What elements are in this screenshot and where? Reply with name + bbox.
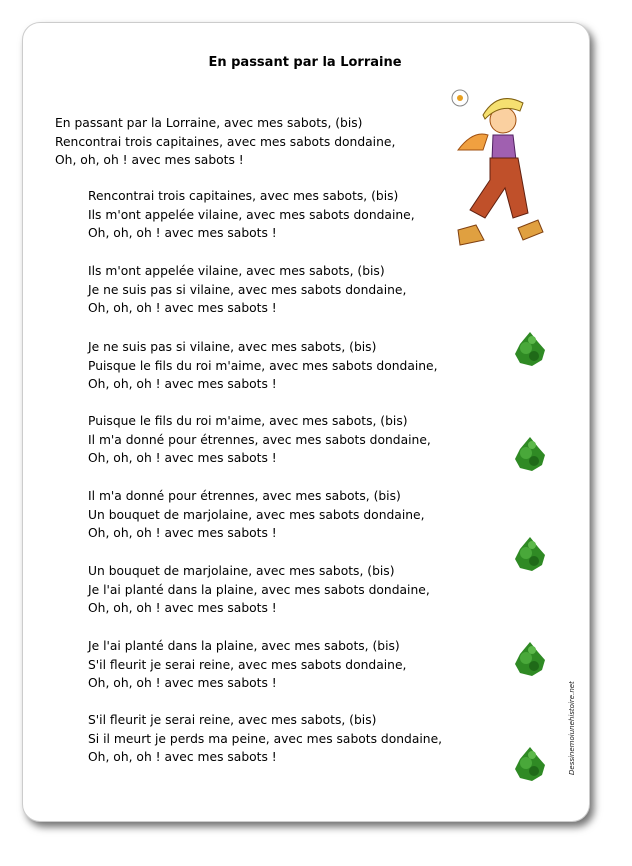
lyric-line: Oh, oh, oh ! avec mes sabots ! xyxy=(88,676,277,690)
lyric-line: En passant par la Lorraine, avec mes sabots, (bis) xyxy=(55,116,363,130)
lyric-line: Il m'a donné pour étrennes, avec mes sabots dondaine, xyxy=(88,432,431,447)
lyric-line: Ils m'ont appelée vilaine, avec mes sabots dondaine, xyxy=(88,207,415,222)
stanza xyxy=(88,637,406,693)
lyric-line: Oh, oh, oh ! avec mes sabots ! xyxy=(88,226,277,240)
stanza xyxy=(88,711,442,767)
stanza xyxy=(55,114,395,170)
bush-icon xyxy=(512,435,548,473)
lyric-line: S'il fleurit je serai reine, avec mes sabots, (bis) xyxy=(88,713,377,727)
lyric-line: Si il meurt je perds ma peine, avec mes sabots dondaine, xyxy=(88,731,443,746)
lyric-line: Oh, oh, oh ! avec mes sabots ! xyxy=(55,153,244,167)
lyric-line: Je ne suis pas si vilaine, avec mes sabots, (bis) xyxy=(88,340,377,354)
lyric-line: S'il fleurit je serai reine, avec mes sabots dondaine, xyxy=(88,657,407,672)
lyric-line: Un bouquet de marjolaine, avec mes sabots, (bis) xyxy=(88,564,395,578)
bush-icon xyxy=(512,640,548,678)
lyric-line: Il m'a donné pour étrennes, avec mes sabots, (bis) xyxy=(88,489,401,503)
lyric-line: Je ne suis pas si vilaine, avec mes sabots dondaine, xyxy=(88,282,407,297)
lyric-line: Je l'ai planté dans la plaine, avec mes sabots dondaine, xyxy=(88,582,430,597)
lyric-line: Oh, oh, oh ! avec mes sabots ! xyxy=(88,451,277,465)
song-title: En passant par la Lorraine xyxy=(208,55,402,70)
lyric-line: Oh, oh, oh ! avec mes sabots ! xyxy=(88,526,277,540)
lyric-line: Oh, oh, oh ! avec mes sabots ! xyxy=(88,750,277,764)
stanza xyxy=(88,262,406,318)
lyric-line: Rencontrai trois capitaines, avec mes sabots dondaine, xyxy=(55,134,396,149)
bush-icon xyxy=(512,535,548,573)
stanza xyxy=(88,338,438,394)
lyric-line: Ils m'ont appelée vilaine, avec mes sabots, (bis) xyxy=(88,264,385,278)
lyric-line: Oh, oh, oh ! avec mes sabots ! xyxy=(88,301,277,315)
lyric-line: Rencontrai trois capitaines, avec mes sabots, (bis) xyxy=(88,189,399,203)
watermark: Dessinemoiunehistoire.net xyxy=(568,681,576,775)
lyric-line: Je l'ai planté dans la plaine, avec mes sabots, (bis) xyxy=(88,639,400,653)
lyric-line: Puisque le fils du roi m'aime, avec mes sabots, (bis) xyxy=(88,414,408,428)
lyric-line: Oh, oh, oh ! avec mes sabots ! xyxy=(88,601,277,615)
lyric-line: Puisque le fils du roi m'aime, avec mes sabots dondaine, xyxy=(88,358,438,373)
bush-icon xyxy=(512,330,548,368)
stanza xyxy=(88,487,425,543)
lyric-line: Un bouquet de marjolaine, avec mes sabots dondaine, xyxy=(88,507,425,522)
stanza xyxy=(88,187,415,243)
stanza xyxy=(88,412,431,468)
stanza xyxy=(88,562,430,618)
bush-icon xyxy=(512,745,548,783)
flower-icon xyxy=(452,90,468,106)
lyric-line: Oh, oh, oh ! avec mes sabots ! xyxy=(88,377,277,391)
walking-girl-illustration xyxy=(438,80,563,250)
